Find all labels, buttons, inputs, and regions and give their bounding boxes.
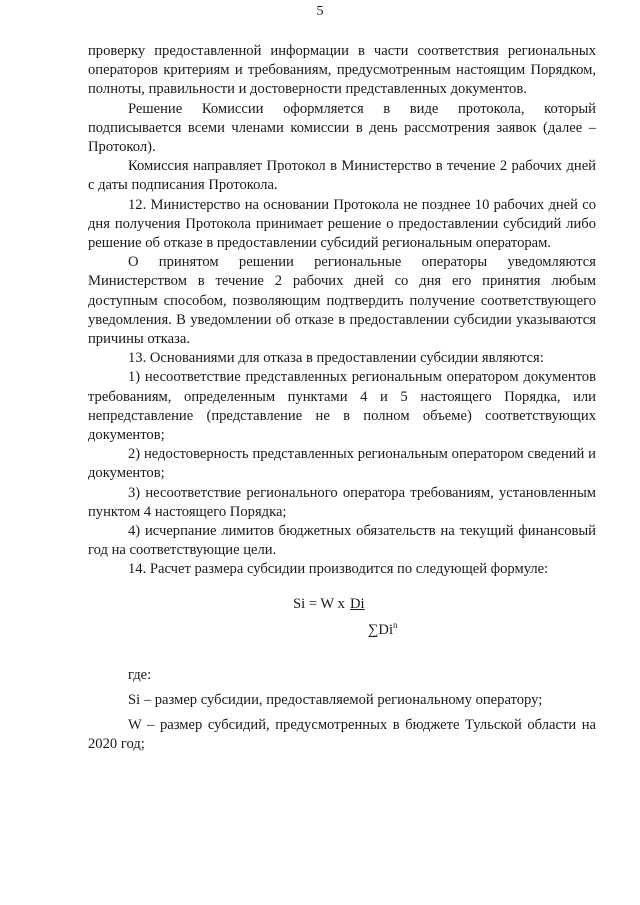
definition-item: Si – размер субсидии, предоставляемой региональному оператору;: [128, 691, 543, 708]
formula-lhs: Si = W x: [293, 595, 345, 612]
list-item: 4) исчерпание лимитов бюджетных обязательств на текущий финансовый год на соответствующие цели.: [88, 523, 596, 559]
document-body: [88, 42, 596, 755]
list-item: 2) недостоверность представленных региональным оператором сведений и документов;: [88, 446, 596, 482]
paragraph: Комиссия направляет Протокол в Министерство в течение 2 рабочих дней с даты подписания Протокола.: [88, 158, 596, 194]
formula: [88, 588, 596, 646]
paragraph: 13. Основаниями для отказа в предоставлении субсидии являются:: [128, 350, 544, 367]
list-item: 3) несоответствие регионального оператора требованиям, установленным пунктом 4 настоящего Порядка;: [88, 484, 596, 520]
formula-denominator-base: ∑Di: [368, 621, 393, 638]
paragraph: Решение Комиссии оформляется в виде протокола, который подписывается всеми членами комиссии в день рассмотрения заявок (далее – Протокол).: [88, 100, 596, 156]
definition-item: W – размер субсидий, предусмотренных в бюджете Тульской области на 2020 год;: [88, 717, 596, 753]
formula-denominator: [368, 616, 398, 640]
paragraph: 14. Расчет размера субсидии производится по следующей формуле:: [128, 561, 549, 578]
page-number: 5: [316, 4, 324, 19]
paragraph: проверку предоставленной информации в части соответствия региональных операторов критериям и требованиям, предусмотренным настоящим Порядком, полноты, правильности и достоверности представленных документов.: [88, 43, 596, 98]
paragraph: где:: [128, 666, 152, 683]
paragraph: О принятом решении региональные операторы уведомляются Министерством в течение 2 рабочих дней со дня его принятия любым доступным способом, позволяющим подтвердить получение соответствующего уведомления. В уведомлении об отказе в предоставлении субсидии указываются причины отказа.: [88, 254, 596, 348]
list-item: 1) несоответствие представленных региональным оператором документов требованиям, определенным пунктами 4 и 5 настоящего Порядка, или непредставление (представление не в полном объеме) соответствующих документов;: [88, 369, 596, 444]
formula-denominator-sup: n: [393, 619, 398, 630]
paragraph: 12. Министерство на основании Протокола не позднее 10 рабочих дней со дня получения Протокола принимает решение о предоставлении субсидий либо решение об отказе в предоставлении субсидий региональным операторам.: [88, 196, 596, 252]
formula-numerator: Di: [350, 595, 365, 612]
